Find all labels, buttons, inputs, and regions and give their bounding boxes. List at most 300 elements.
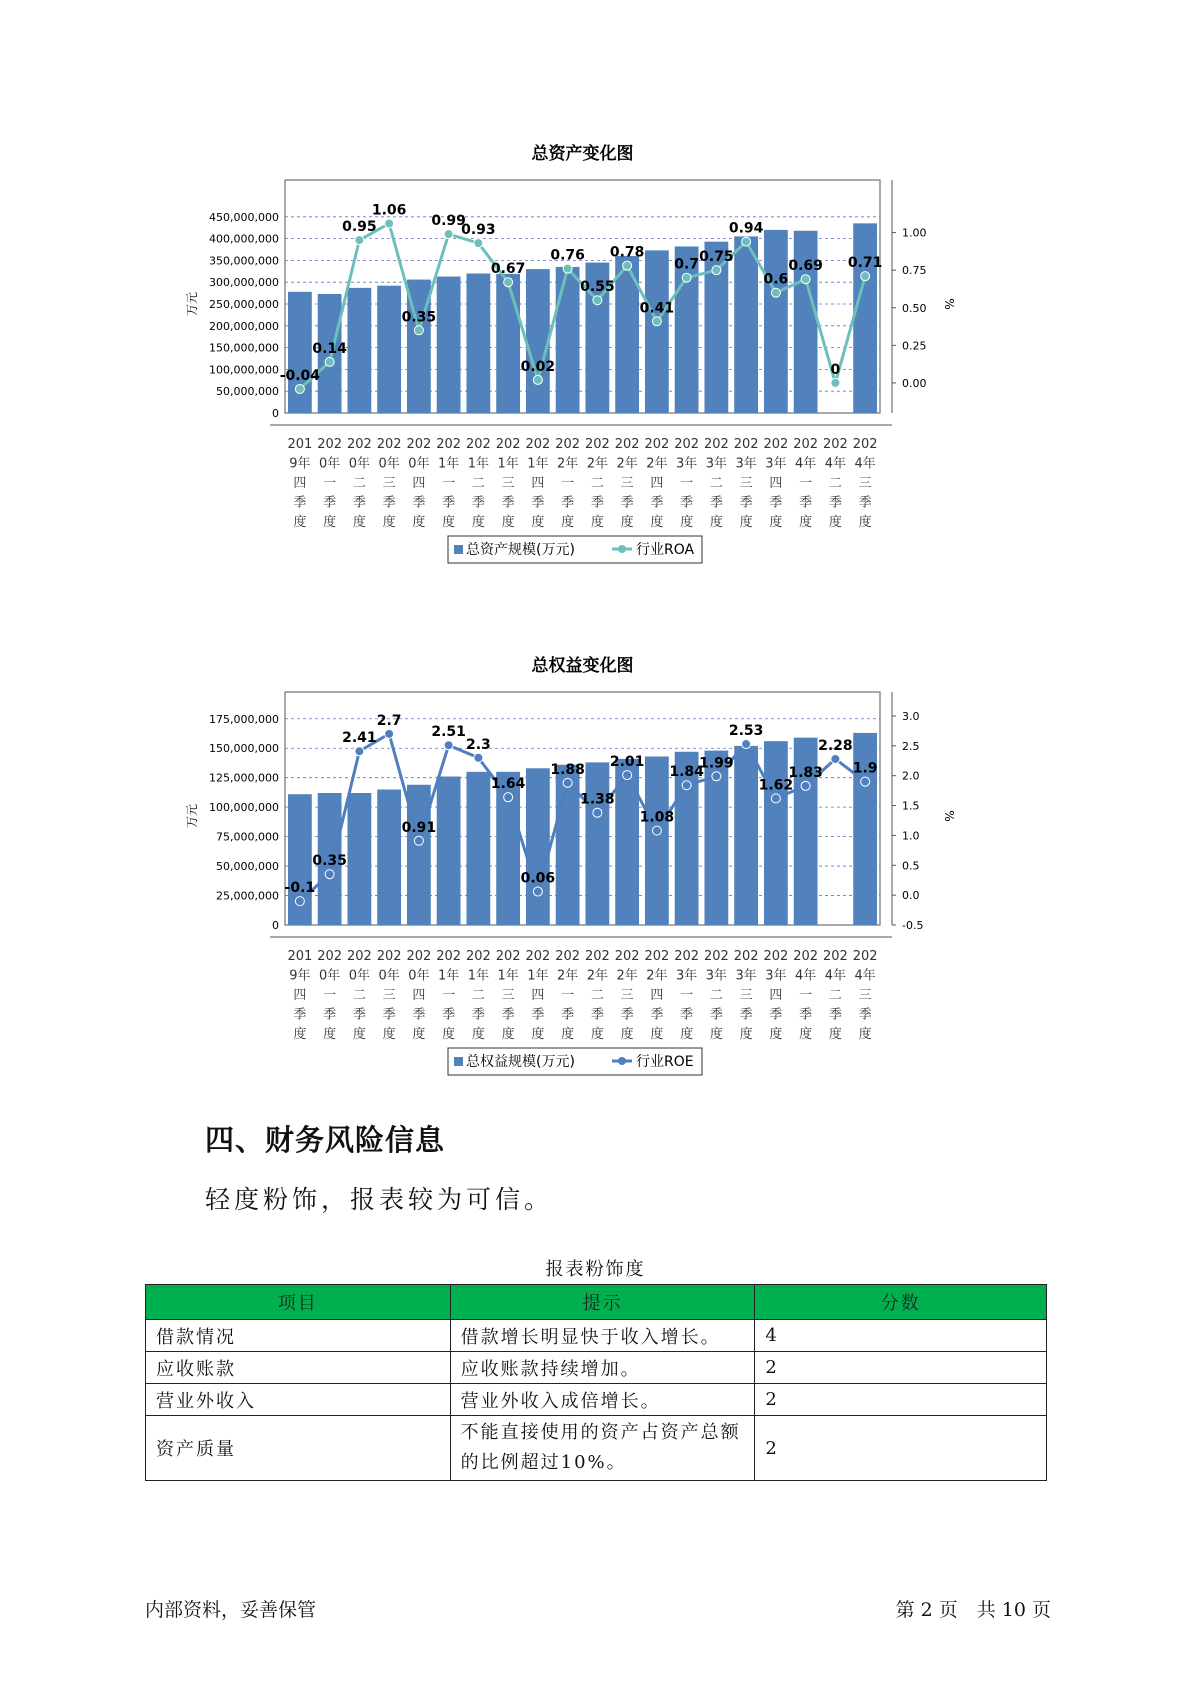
assets-category-label — [823, 437, 848, 530]
assets-left-tick-label: 0 — [272, 407, 279, 420]
assets-category-label-line: 202 — [346, 437, 372, 452]
assets-category-label-line: 202 — [763, 437, 789, 452]
equity-category-label-line: 度 — [352, 1027, 366, 1042]
equity-category-label-line: 三 — [858, 988, 872, 1003]
assets-category-label-line: 季 — [412, 495, 426, 511]
equity-line-point — [533, 887, 542, 896]
equity-category-label-line: 度 — [471, 1027, 485, 1042]
equity-category-label — [853, 949, 878, 1042]
assets-data-label: -0.04 — [279, 367, 321, 384]
equity-category-label-line: 4年 — [824, 968, 847, 984]
assets-data-label: 0.55 — [580, 279, 615, 296]
column-header-item: 项目 — [146, 1285, 451, 1320]
assets-category-label-line: 202 — [733, 437, 759, 452]
hint-cell: 营业外收入成倍增长。 — [450, 1384, 755, 1416]
equity-data-label: 1.64 — [490, 776, 526, 793]
assets-category-label-line: 202 — [525, 437, 551, 452]
assets-category-label-line: 度 — [769, 515, 783, 530]
assets-data-label: 0.93 — [461, 222, 496, 239]
assets-category-label-line: 度 — [352, 515, 366, 530]
total-equity-chart-svg — [180, 647, 960, 1097]
equity-category-label-line: 度 — [323, 1027, 337, 1042]
assets-line-point — [533, 375, 542, 384]
assets-line-point — [355, 236, 364, 245]
equity-category-label-line: 度 — [293, 1027, 307, 1042]
equity-category-label-line: 一 — [442, 988, 456, 1003]
assets-category-label — [466, 437, 491, 530]
equity-category-label-line: 2年 — [586, 968, 609, 984]
assets-category-label — [436, 437, 461, 530]
assets-category-label-line: 0年 — [318, 456, 341, 472]
assets-category-label-line: 3年 — [675, 456, 698, 472]
equity-data-label: 2.28 — [818, 737, 853, 754]
column-header-hint: 提示 — [450, 1285, 755, 1320]
equity-data-label: 2.7 — [376, 712, 402, 729]
equity-right-tick-label: 0.5 — [902, 859, 920, 873]
assets-category-label-line: 202 — [406, 437, 432, 452]
table-row — [146, 1416, 1047, 1481]
assets-line-point — [742, 237, 751, 246]
assets-line-point — [295, 384, 304, 393]
equity-category-label-line: 4年 — [854, 968, 876, 984]
assets-category-label-line: 0年 — [378, 456, 400, 472]
assets-data-label: 0.67 — [490, 261, 526, 278]
assets-data-label: 0.71 — [847, 255, 883, 272]
equity-category-label-line: 度 — [858, 1027, 872, 1042]
equity-bar — [437, 777, 461, 925]
assets-bar — [347, 288, 371, 413]
equity-category-label-line: 季 — [531, 1007, 545, 1023]
assets-category-label-line: 三 — [501, 476, 515, 491]
assets-data-label: 0.95 — [342, 219, 377, 236]
equity-category-label-line: 9年 — [289, 968, 311, 984]
assets-category-label-line: 202 — [703, 437, 729, 452]
assets-left-tick-label: 450,000,000 — [209, 210, 279, 224]
equity-category-label-line: 202 — [317, 949, 343, 964]
equity-category-label-line: 2年 — [646, 968, 668, 984]
equity-data-label: 1.88 — [550, 761, 585, 778]
equity-category-label-line: 度 — [501, 1027, 515, 1042]
column-header-score: 分数 — [755, 1285, 1047, 1320]
assets-legend-bar-label: 总资产规模(万元) — [466, 542, 575, 558]
assets-category-label-line: 202 — [376, 437, 402, 452]
assets-line-point — [652, 317, 661, 326]
equity-line-point — [444, 741, 453, 750]
assets-category-label-line: 季 — [323, 495, 337, 511]
assets-category-label-line: 度 — [858, 515, 872, 530]
equity-category-label — [644, 949, 669, 1042]
equity-category-label-line: 度 — [799, 1027, 813, 1042]
equity-category-label-line: 度 — [739, 1027, 753, 1042]
assets-category-label-line: 度 — [501, 515, 515, 530]
equity-category-label-line: 度 — [412, 1027, 426, 1042]
assets-category-label-line: 度 — [739, 515, 753, 530]
equity-category-label — [704, 949, 729, 1042]
assets-category-label-line: 四 — [293, 476, 307, 491]
assets-bar — [853, 223, 877, 413]
equity-category-label-line: 202 — [584, 949, 610, 964]
equity-category-label-line: 0年 — [378, 968, 400, 984]
assets-category-label-line: 度 — [590, 515, 604, 530]
assets-category-label-line: 度 — [471, 515, 485, 530]
equity-category-label-line: 202 — [555, 949, 581, 964]
assets-category-label-line: 度 — [828, 515, 842, 530]
table-caption: 报表粉饰度 — [545, 1259, 646, 1280]
equity-category-label-line: 四 — [412, 988, 426, 1003]
assets-line-point — [474, 239, 483, 248]
assets-category-label-line: 季 — [799, 495, 813, 511]
equity-category-label — [674, 949, 699, 1042]
equity-category-label-line: 一 — [799, 988, 813, 1003]
equity-category-label-line: 季 — [590, 1007, 604, 1023]
equity-data-label: 1.84 — [669, 764, 704, 781]
equity-category-label-line: 度 — [680, 1027, 694, 1042]
equity-category-label-line: 三 — [382, 988, 396, 1003]
assets-bar — [288, 292, 312, 413]
equity-category-label — [763, 949, 788, 1042]
assets-line-point — [831, 378, 840, 387]
equity-left-axis-label: 万元 — [185, 803, 199, 829]
equity-category-label — [466, 949, 491, 1042]
assets-category-label-line: 0年 — [408, 456, 430, 472]
equity-line-point — [652, 826, 661, 835]
equity-category-label-line: 202 — [763, 949, 789, 964]
equity-category-label — [377, 949, 402, 1042]
equity-category-label-line: 季 — [858, 1007, 872, 1023]
equity-bar — [764, 741, 788, 925]
table-header-row — [146, 1285, 1047, 1320]
equity-data-label: 1.62 — [758, 777, 794, 794]
equity-legend-bar-swatch — [454, 1057, 463, 1066]
assets-category-label-line: 季 — [531, 495, 545, 511]
equity-right-tick-label: 1.0 — [902, 829, 920, 843]
equity-category-label-line: 二 — [352, 988, 366, 1003]
assets-category-label-line: 季 — [858, 495, 872, 511]
assets-legend-line-label: 行业ROA — [636, 542, 695, 558]
assets-category-label-line: 三 — [858, 476, 872, 491]
assets-data-label: 0.7 — [674, 256, 700, 273]
equity-line-point — [682, 781, 691, 790]
assets-category-label-line: 度 — [650, 515, 664, 530]
equity-category-label — [525, 949, 550, 1042]
equity-category-label-line: 季 — [471, 1007, 485, 1023]
equity-data-label: 2.01 — [609, 754, 645, 771]
equity-line-point — [712, 772, 721, 781]
equity-category-label-line: 202 — [495, 949, 521, 964]
assets-category-label-line: 9年 — [289, 456, 311, 472]
assets-category-label-line: 度 — [680, 515, 694, 530]
equity-bar — [347, 793, 371, 925]
score-cell: 4 — [755, 1320, 1047, 1352]
assets-category-label-line: 度 — [709, 515, 723, 530]
equity-bar — [734, 746, 758, 925]
equity-right-tick-label: 3.0 — [902, 709, 920, 723]
assets-line-point — [504, 278, 513, 287]
equity-category-label-line: 三 — [620, 988, 634, 1003]
assets-category-label-line: 季 — [561, 495, 575, 511]
equity-category-label-line: 度 — [709, 1027, 723, 1042]
equity-line-point — [295, 897, 304, 906]
assets-category-label-line: 202 — [644, 437, 670, 452]
assets-category-label — [763, 437, 788, 530]
equity-data-label: 2.41 — [342, 730, 377, 747]
assets-bar — [496, 274, 520, 413]
assets-category-label-line: 202 — [793, 437, 819, 452]
equity-legend-line-label: 行业ROE — [636, 1054, 694, 1070]
assets-category-label — [347, 437, 372, 530]
equity-category-label-line: 四 — [531, 988, 545, 1003]
assets-data-label: 1.06 — [371, 202, 407, 219]
assets-category-label-line: 季 — [501, 495, 515, 511]
equity-category-label-line: 季 — [769, 1007, 783, 1023]
assets-category-label-line: 202 — [822, 437, 848, 452]
equity-category-label-line: 202 — [465, 949, 491, 964]
equity-category-label — [615, 949, 640, 1042]
equity-chart-title: 总权益变化图 — [531, 656, 634, 676]
score-cell: 2 — [755, 1384, 1047, 1416]
assets-category-label-line: 季 — [620, 495, 634, 511]
assets-category-label — [734, 437, 759, 530]
equity-category-label — [496, 949, 521, 1042]
total-equity-chart — [180, 647, 960, 1097]
assets-category-label — [555, 437, 580, 530]
assets-right-axis-label: % — [942, 298, 956, 310]
footer-page-number: 第 2 页 共 10 页 — [895, 1599, 1051, 1621]
assets-data-label: 0.35 — [401, 309, 437, 326]
assets-category-label-line: 201 — [287, 437, 313, 452]
equity-data-label: 1.99 — [699, 755, 734, 772]
assets-data-label: 0.14 — [312, 340, 347, 357]
assets-line-point — [563, 264, 572, 273]
score-cell: 2 — [755, 1416, 1047, 1481]
equity-left-tick-label: 100,000,000 — [209, 801, 279, 815]
equity-line-point — [325, 870, 334, 879]
assets-bar — [526, 269, 550, 413]
equity-legend-line-marker — [618, 1057, 626, 1065]
assets-category-label-line: 1年 — [497, 456, 519, 472]
assets-line-point — [325, 357, 334, 366]
equity-category-label — [555, 949, 580, 1042]
equity-category-label-line: 202 — [822, 949, 848, 964]
equity-category-label-line: 季 — [739, 1007, 753, 1023]
assets-line-point — [682, 273, 691, 282]
assets-category-label-line: 度 — [323, 515, 337, 530]
equity-category-label-line: 四 — [293, 988, 307, 1003]
assets-category-label-line: 季 — [769, 495, 783, 511]
assets-category-label — [496, 437, 521, 530]
equity-category-label-line: 202 — [614, 949, 640, 964]
section-heading: 四、财务风险信息 — [205, 1123, 446, 1157]
equity-category-label-line: 一 — [323, 988, 337, 1003]
equity-category-label-line: 季 — [799, 1007, 813, 1023]
equity-data-label: 2.53 — [728, 723, 764, 740]
assets-category-label-line: 2年 — [586, 456, 609, 472]
equity-category-label-line: 季 — [680, 1007, 694, 1023]
assets-category-label-line: 202 — [584, 437, 610, 452]
table-row — [146, 1320, 1047, 1352]
equity-line-point — [504, 793, 513, 802]
assets-bar — [645, 250, 669, 413]
equity-bar — [377, 789, 401, 925]
assets-category-label — [853, 437, 878, 530]
equity-data-label: 1.83 — [788, 764, 823, 781]
equity-data-label: -0.1 — [284, 880, 316, 897]
assets-data-label: 0.99 — [431, 213, 466, 230]
equity-category-label-line: 202 — [406, 949, 432, 964]
assets-category-label-line: 季 — [293, 495, 307, 511]
assets-category-label-line: 二 — [590, 476, 604, 491]
equity-left-tick-label: 75,000,000 — [216, 830, 279, 844]
equity-line-point — [474, 753, 483, 762]
equity-category-label-line: 四 — [650, 988, 664, 1003]
assets-category-label-line: 度 — [293, 515, 307, 530]
assets-category-label-line: 度 — [561, 515, 575, 530]
item-cell: 资产质量 — [146, 1416, 451, 1481]
equity-bar — [585, 762, 609, 925]
equity-data-label: 1.38 — [580, 791, 615, 808]
equity-bar — [466, 772, 490, 925]
assets-category-label — [406, 437, 431, 530]
equity-data-label: 2.51 — [431, 724, 466, 741]
assets-left-tick-label: 200,000,000 — [209, 319, 279, 333]
equity-right-tick-label: -0.5 — [902, 919, 924, 932]
score-cell: 2 — [755, 1352, 1047, 1384]
equity-data-label: 1.9 — [852, 760, 878, 777]
equity-category-label-line: 202 — [644, 949, 670, 964]
assets-category-label-line: 度 — [382, 515, 396, 530]
assets-category-label-line: 二 — [828, 476, 842, 491]
assets-category-label-line: 三 — [620, 476, 634, 491]
assets-category-label — [793, 437, 818, 530]
assets-category-label-line: 202 — [495, 437, 521, 452]
risk-summary: 轻度粉饰，报表较为可信。 — [205, 1185, 554, 1214]
assets-category-label — [615, 437, 640, 530]
assets-left-tick-label: 50,000,000 — [216, 385, 279, 399]
assets-bar — [437, 277, 461, 413]
equity-category-label-line: 度 — [620, 1027, 634, 1042]
assets-legend-line-marker — [618, 545, 626, 553]
whitewash-table — [145, 1284, 1047, 1481]
assets-bar — [764, 230, 788, 413]
equity-category-label-line: 度 — [769, 1027, 783, 1042]
equity-category-label-line: 度 — [531, 1027, 545, 1042]
equity-category-label-line: 1年 — [467, 968, 490, 984]
assets-line-point — [414, 326, 423, 335]
assets-data-label: 0.41 — [639, 300, 675, 317]
equity-category-label-line: 度 — [442, 1027, 456, 1042]
equity-category-label — [317, 949, 342, 1042]
equity-category-label-line: 三 — [739, 988, 753, 1003]
equity-category-label-line: 1年 — [527, 968, 549, 984]
equity-bar — [526, 768, 550, 925]
assets-bar — [377, 286, 401, 413]
table-row — [146, 1384, 1047, 1416]
assets-category-label-line: 3年 — [765, 456, 787, 472]
assets-left-tick-label: 150,000,000 — [209, 341, 279, 355]
assets-category-label — [674, 437, 699, 530]
equity-category-label — [347, 949, 372, 1042]
assets-category-label-line: 202 — [674, 437, 700, 452]
equity-category-label-line: 202 — [703, 949, 729, 964]
equity-category-label-line: 度 — [650, 1027, 664, 1042]
equity-category-label-line: 度 — [828, 1027, 842, 1042]
assets-category-label-line: 季 — [352, 495, 366, 511]
assets-chart-title: 总资产变化图 — [531, 144, 634, 164]
equity-category-label-line: 季 — [561, 1007, 575, 1023]
equity-category-label-line: 二 — [828, 988, 842, 1003]
assets-left-tick-label: 250,000,000 — [209, 298, 279, 311]
equity-category-label — [287, 949, 312, 1042]
equity-bar — [556, 765, 580, 925]
equity-category-label-line: 3年 — [675, 968, 698, 984]
assets-category-label-line: 2年 — [616, 456, 638, 472]
assets-right-tick-label: 0.75 — [902, 264, 927, 278]
equity-line-point — [861, 777, 870, 786]
equity-category-label — [585, 949, 610, 1042]
equity-category-label-line: 度 — [561, 1027, 575, 1042]
assets-category-label-line: 1年 — [467, 456, 490, 472]
assets-data-label: 0.94 — [728, 220, 764, 237]
equity-data-label: 1.08 — [639, 809, 675, 826]
equity-plot-frame — [285, 692, 880, 925]
equity-left-tick-label: 150,000,000 — [209, 742, 279, 756]
equity-category-label-line: 2年 — [616, 968, 638, 984]
item-cell: 借款情况 — [146, 1320, 451, 1352]
equity-category-label-line: 季 — [828, 1007, 842, 1023]
equity-category-label-line: 202 — [674, 949, 700, 964]
assets-category-label-line: 季 — [709, 495, 723, 511]
equity-right-tick-label: 1.5 — [902, 799, 920, 813]
assets-category-label — [644, 437, 669, 530]
equity-data-label: 0.06 — [520, 870, 556, 887]
equity-line-point — [831, 754, 840, 763]
assets-data-label: 0.78 — [609, 244, 645, 261]
assets-category-label-line: 202 — [852, 437, 878, 452]
total-assets-chart-svg — [180, 135, 960, 585]
equity-category-label-line: 二 — [709, 988, 723, 1003]
assets-category-label-line: 季 — [650, 495, 664, 511]
assets-category-label — [525, 437, 550, 530]
assets-category-label-line: 二 — [709, 476, 723, 491]
assets-category-label-line: 三 — [739, 476, 753, 491]
equity-category-label-line: 二 — [471, 988, 485, 1003]
assets-category-label-line: 202 — [555, 437, 581, 452]
assets-category-label-line: 2年 — [556, 456, 579, 472]
assets-data-label: 0.6 — [763, 271, 789, 288]
equity-category-label-line: 0年 — [348, 968, 371, 984]
assets-category-label-line: 4年 — [824, 456, 847, 472]
equity-right-tick-label: 2.0 — [902, 769, 920, 783]
equity-line-point — [563, 778, 572, 787]
footer-confidential-note: 内部资料，妥善保管 — [145, 1599, 317, 1621]
equity-category-label-line: 202 — [793, 949, 819, 964]
equity-line-point — [801, 781, 810, 790]
assets-category-label — [585, 437, 610, 530]
assets-category-label-line: 度 — [799, 515, 813, 530]
equity-category-label — [734, 949, 759, 1042]
equity-line-point — [623, 771, 632, 780]
equity-category-label-line: 0年 — [408, 968, 430, 984]
item-cell: 营业外收入 — [146, 1384, 451, 1416]
equity-line-point — [742, 740, 751, 749]
equity-category-label-line: 202 — [852, 949, 878, 964]
assets-data-label: 0 — [830, 361, 841, 378]
assets-line-point — [861, 272, 870, 281]
equity-data-label: 2.3 — [465, 736, 491, 753]
assets-category-label-line: 季 — [382, 495, 396, 511]
assets-category-label-line: 季 — [471, 495, 485, 511]
equity-category-label-line: 四 — [769, 988, 783, 1003]
